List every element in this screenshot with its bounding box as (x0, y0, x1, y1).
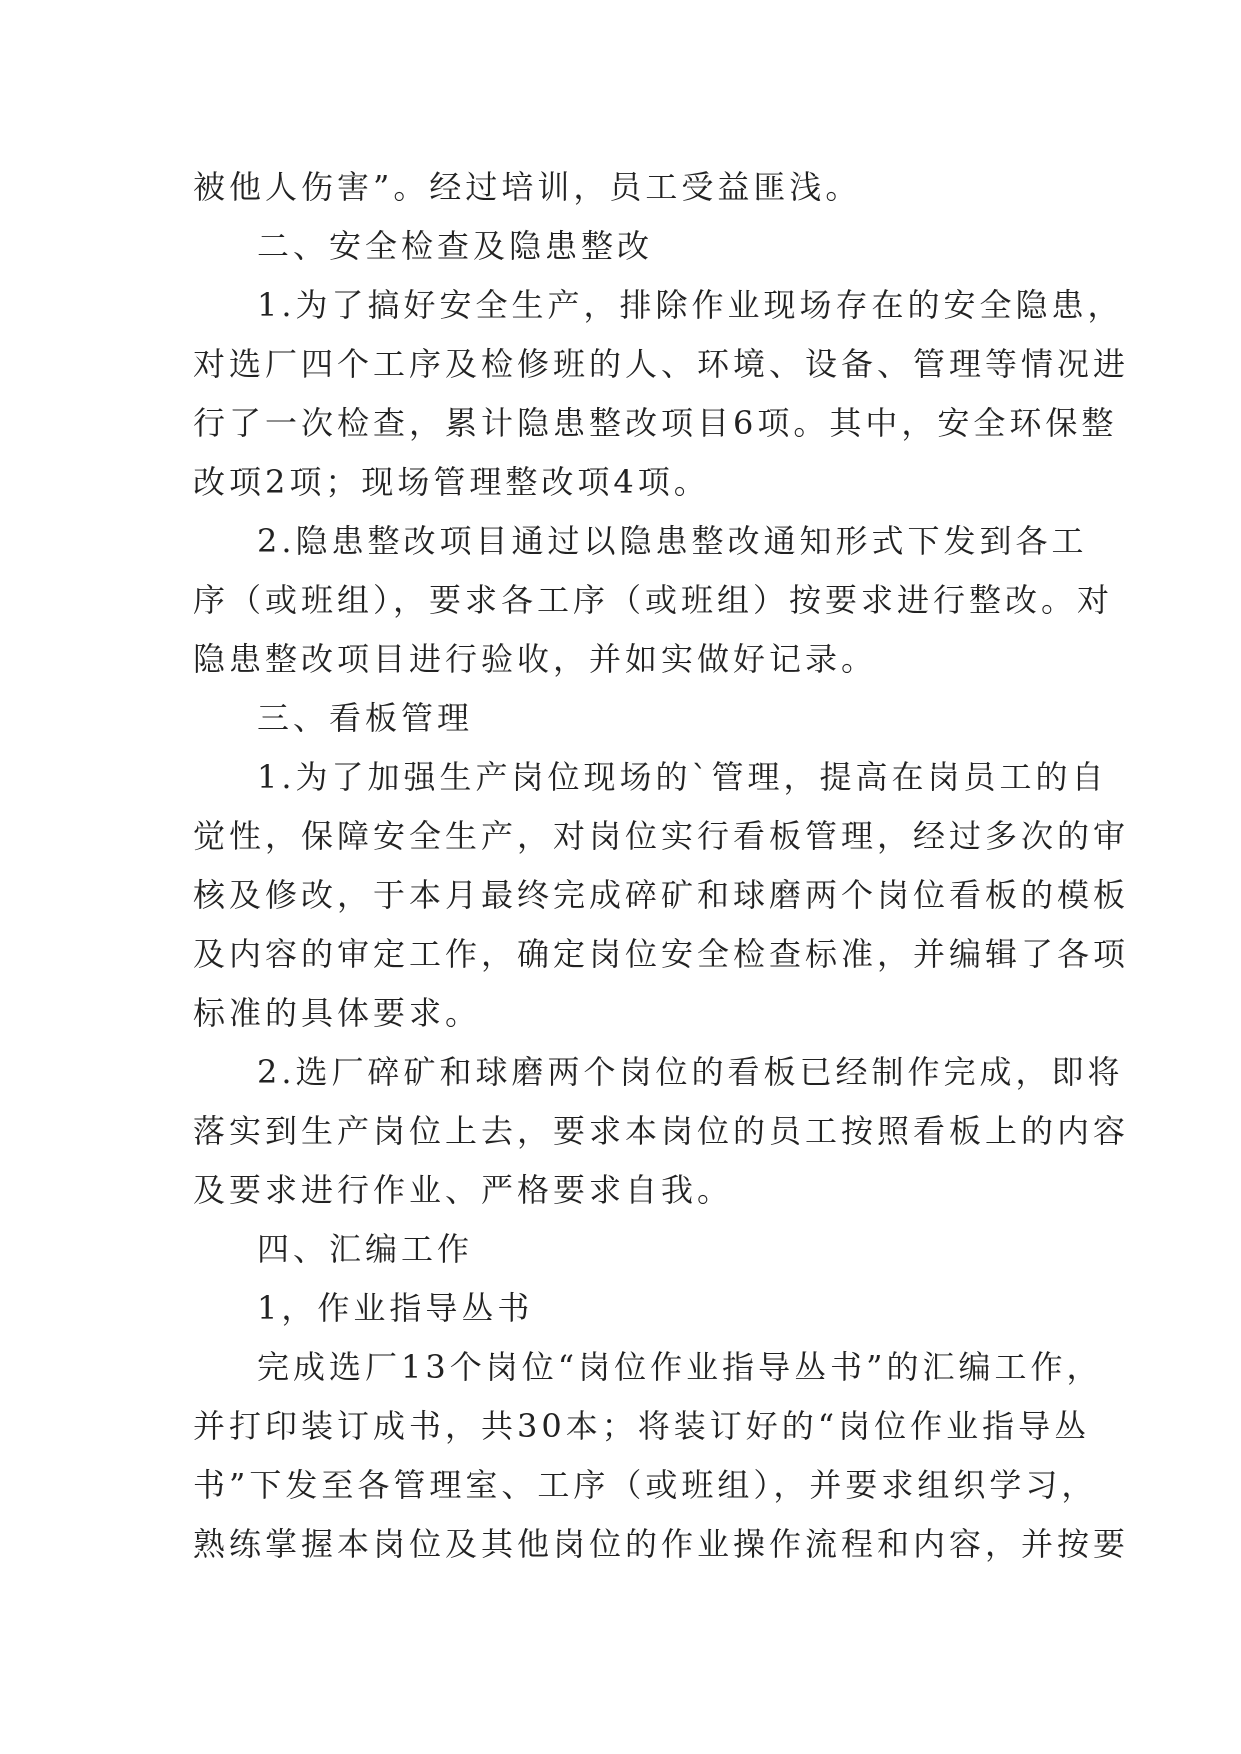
text-line: 被他人伤害”。经过培训，员工受益匪浅。 (193, 168, 862, 206)
text-line: 并打印装订成书，共30本；将装订好的“岗位作业指导丛 (193, 1407, 1091, 1445)
text-line: 隐患整改项目进行验收，并如实做好记录。 (193, 640, 878, 678)
section-heading: 四、汇编工作 (257, 1230, 474, 1268)
text-line: 及内容的审定工作，确定岗位安全检查标准，并编辑了各项 (193, 935, 1130, 973)
text-line: 2.隐患整改项目通过以隐患整改通知形式下发到各工 (257, 522, 1088, 560)
text-line: 标准的具体要求。 (193, 994, 482, 1032)
text-line: 书”下发至各管理室、工序（或班组），并要求组织学习， (193, 1466, 1098, 1504)
text-line: 改项2项；现场管理整改项4项。 (193, 463, 710, 501)
section-heading: 二、安全检查及隐患整改 (257, 227, 654, 265)
text-line: 落实到生产岗位上去，要求本岗位的员工按照看板上的内容 (193, 1112, 1130, 1150)
text-line: 1.为了搞好安全生产，排除作业现场存在的安全隐患， (257, 286, 1124, 324)
section-heading: 三、看板管理 (257, 699, 474, 737)
text-line: 熟练掌握本岗位及其他岗位的作业操作流程和内容，并按要 (193, 1525, 1130, 1563)
text-line: 行了一次检查，累计隐患整改项目6项。其中，安全环保整 (193, 404, 1118, 442)
text-line: 1.为了加强生产岗位现场的`管理，提高在岗员工的自 (257, 758, 1108, 796)
text-line: 2.选厂碎矿和球磨两个岗位的看板已经制作完成，即将 (257, 1053, 1124, 1091)
text-line: 完成选厂13个岗位“岗位作业指导丛书”的汇编工作， (257, 1348, 1103, 1386)
text-line: 及要求进行作业、严格要求自我。 (193, 1171, 734, 1209)
document-body (193, 158, 1130, 1574)
text-line: 核及修改，于本月最终完成碎矿和球磨两个岗位看板的模板 (193, 876, 1130, 914)
text-line: 觉性，保障安全生产，对岗位实行看板管理，经过多次的审 (193, 817, 1130, 855)
text-line: 对选厂四个工序及检修班的人、环境、设备、管理等情况进 (193, 345, 1130, 383)
subsection-heading: 1，作业指导丛书 (257, 1289, 534, 1327)
text-line: 序（或班组），要求各工序（或班组）按要求进行整改。对 (193, 581, 1114, 619)
